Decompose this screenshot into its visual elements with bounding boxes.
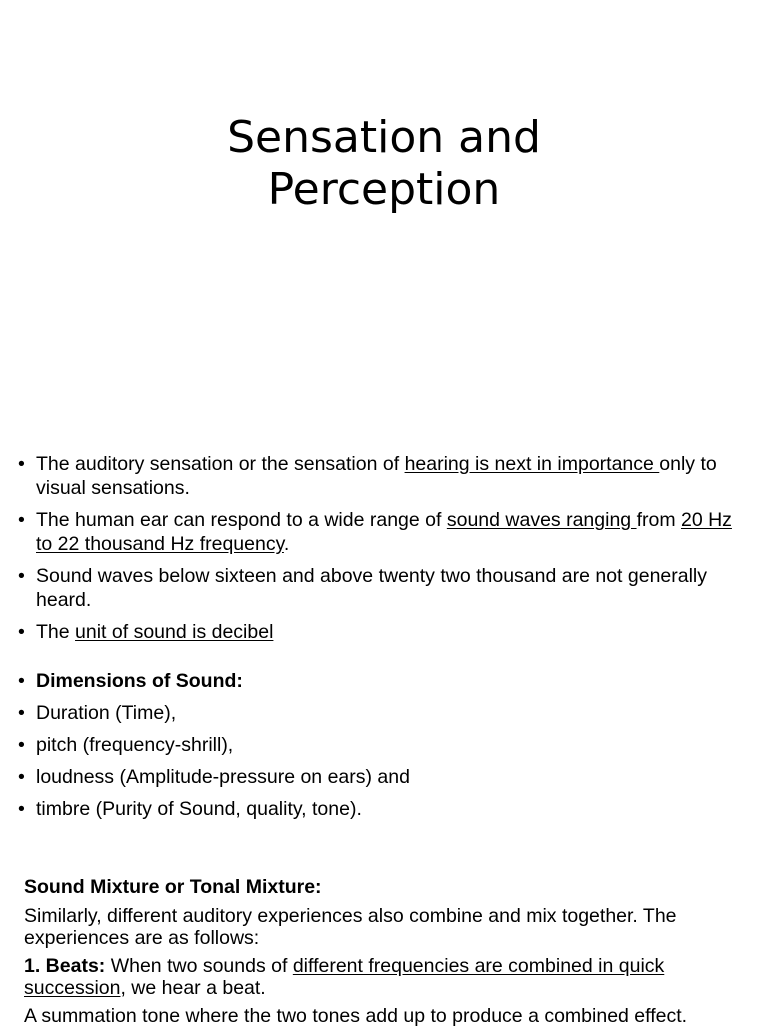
bullet-text: . (283, 533, 290, 555)
bullet-dimension-loudness (18, 765, 743, 789)
bullet-dimension-timbre (18, 797, 743, 821)
bullet-auditory-sensation (18, 452, 743, 500)
section-heading: Sound Mixture or Tonal Mixture: (24, 876, 322, 898)
paragraph-text: , we hear a beat. (120, 977, 266, 999)
title-line-1: Sensation and (227, 112, 541, 163)
bullet-text: Duration (Time), (36, 702, 177, 724)
dimensions-heading: Dimensions of Sound: (36, 670, 243, 692)
bullet-text: The human ear can respond to a wide range of (36, 509, 447, 531)
bullet-text: from (636, 509, 681, 531)
summation-paragraph: A summation tone where the two tones add up to produce a combined effect. (24, 1005, 688, 1027)
page-title (0, 112, 768, 216)
beats-paragraph (24, 955, 744, 999)
beats-label: 1. Beats: (24, 955, 106, 977)
bullet-text: timbre (Purity of Sound, quality, tone). (36, 798, 362, 820)
bullet-text: loudness (Amplitude-pressure on ears) and (36, 766, 410, 788)
underlined-text: sound waves ranging (446, 509, 637, 531)
bullet-text: pitch (frequency-shrill), (36, 734, 234, 756)
bullet-dimension-duration (18, 701, 743, 725)
paragraph-text: When two sounds of (105, 955, 293, 977)
section-intro: Similarly, different auditory experiences also combine and mix together. The experiences are as follows: (24, 905, 677, 949)
bullet-text: only to visual sensations. (36, 453, 717, 499)
bullet-text: Sound waves below sixteen and above twenty two thousand are not generally heard. (36, 565, 708, 611)
title-line-2: Perception (267, 164, 501, 215)
bullet-not-heard (18, 564, 743, 612)
underlined-text: unit of sound is decibel (75, 621, 274, 643)
underlined-text: hearing is next in importance (404, 453, 660, 475)
bullet-dimensions-heading (18, 669, 743, 693)
bullet-text: The auditory sensation or the sensation of (36, 453, 405, 475)
bullet-dimension-pitch (18, 733, 743, 757)
underlined-text: 20 Hz to 22 thousand Hz frequency (36, 509, 732, 555)
underlined-text: different frequencies are combined in quick succession (24, 955, 665, 999)
sound-mixture-section (24, 876, 744, 1033)
bullet-unit-of-sound (18, 620, 743, 644)
bullet-text: The (36, 621, 76, 643)
bullet-ear-range (18, 508, 743, 556)
bullet-list (18, 452, 743, 829)
